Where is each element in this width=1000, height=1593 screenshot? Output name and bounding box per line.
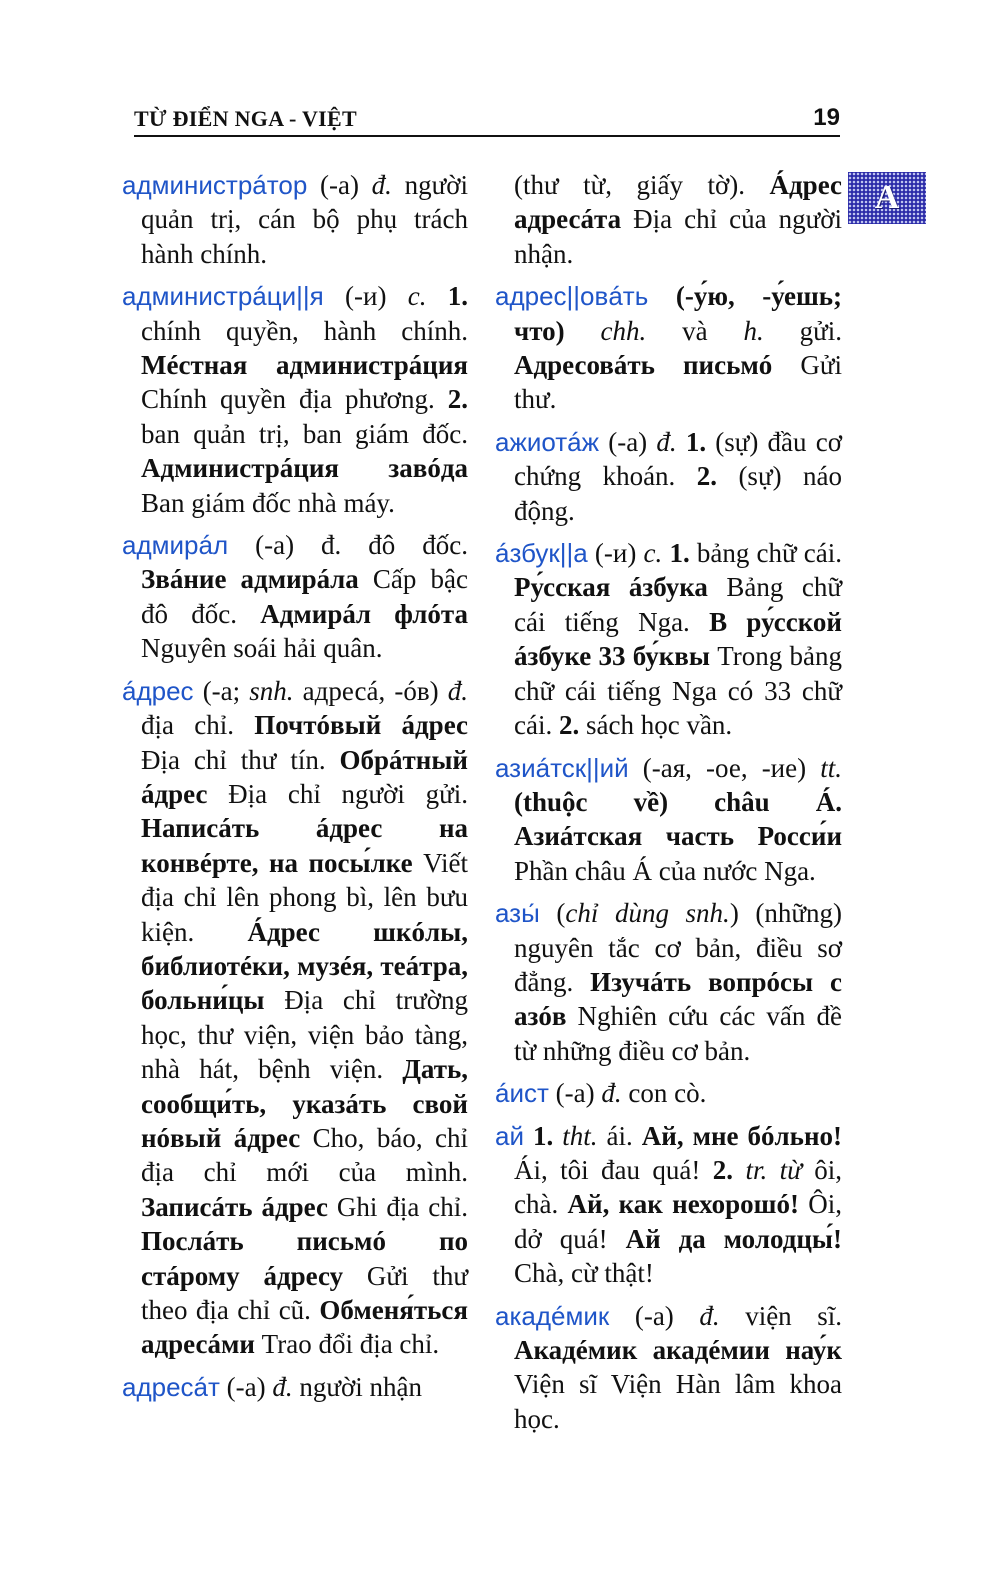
dictionary-entry [495,1119,842,1291]
entry-headword: áзбук||а [495,538,588,569]
entry-headword: áдрес [122,675,194,706]
page-number: 19 [813,104,840,131]
entry-headword: ай [495,1120,524,1151]
entry-body: (-ая, -ое, -ие) tt. (thuộc về) châu Á. Азиáтская часть Росси́и Phần châu Á của nước Nga. [514,752,842,886]
entry-headword: администрáтор [122,170,308,200]
dictionary-entry [122,279,468,520]
dictionary-entry [122,168,468,271]
entry-body: (-у́ю, -у́ешь; что) chh. và h. gửi. Адресовáть письмó Gửi thư. [514,281,843,415]
entry-headword: áист [495,1078,549,1109]
dictionary-entry [495,279,842,417]
dictionary-entry [495,751,842,889]
entry-headword: азиáтск||ий [495,752,629,783]
page-header [134,100,840,140]
dictionary-entry [122,1370,468,1404]
entry-headword: адмирáл [122,530,229,561]
dictionary-entry [495,425,842,528]
entry-body: (-а) đ. con cò. [548,1078,707,1109]
running-title: TỪ ĐIỂN NGA - VIỆT [134,106,357,131]
entry-body: (-а) đ. 1. (sự) đầu cơ chứng khoán. 2. (sự) náo động. [514,426,842,526]
entry-body: (-а; snh. адресá, -óв) đ. địa chỉ. Почтóвый áдрес Địa chỉ thư tín. Обрáтный áдрес Địa chỉ người gửi. Написáть áдрес на конвéрте, на посы́лке Viết địa chỉ lên phong bì, lên bưu kiện. Áдрес шкóлы, библиотéки, музéя, теáтра, больни́цы Địa chỉ trường học, thư viện, viện bảo tàng, nhà hát, bệnh viện. Дать, сообщи́ть, указáть свой нóвый áдрес Cho, báo, chỉ địa chỉ mới của mình. Записáть áдрес Ghi địa chỉ. Послáть письмó по стáрому áдресу Gửi thư theo địa chỉ cũ. Обменя́ться адресáми Trao đổi địa chỉ. [141,675,469,1360]
entry-body: (-а) đ. người nhận [219,1371,423,1402]
dictionary-entry [495,1076,842,1110]
header-rule [134,135,840,137]
entry-body: (-а) đ. đô đốc. Звáние адмирáла Cấp bậc đô đốc. Адмирáл флóта Nguyên soái hải quân. [141,530,468,664]
entry-body: 1. tht. ái. Ай, мне бóльно! Ái, tôi đau quá! 2. tr. từ ôi, chà. Ай, как нехорошó! Ôi, dở quá! Ай да молодцы́! Chà, cừ thật! [514,1120,843,1289]
entry-body: (chỉ dùng snh.) (những) nguyên tắc cơ bản, điều sơ đẳng. Изучáть вопрóсы с азóв Nghiên cứu các vấn đề từ những điều cơ bản. [514,898,843,1066]
dictionary-entry [122,528,468,666]
entry-headword: адрес||овáть [495,281,649,312]
entry-headword: администрáци||я [122,281,324,312]
entry-body: (-а) đ. người quản trị, cán bộ phụ trách hành chính. [141,170,468,269]
entry-headword: акадéмик [495,1300,610,1331]
left-column [122,168,468,1412]
right-column [495,168,842,1444]
dictionary-entry [495,896,842,1068]
dictionary-entry [122,674,468,1362]
entry-continuation: (thư từ, giấy tờ). Áдрес адресáта Địa chỉ của người nhận. [514,170,842,269]
entry-headword: адресáт [122,1371,220,1402]
entry-body: (-и) c. 1. bảng chữ cái. Ру́сская áзбука Bảng chữ cái tiếng Nga. В ру́сской áзбуке 33 бу́квы Trong bảng chữ cái tiếng Nga có 33 chữ cái. 2. sách học vần. [514,538,843,741]
dictionary-entry [495,1299,842,1437]
thumb-index-tab [848,172,926,224]
entry-headword: азы́ [495,898,540,929]
dictionary-entry [495,536,842,742]
entry-headword: ажиотáж [495,426,600,457]
thumb-index-letter: A [874,179,900,216]
entry-body: (-и) c. 1. chính quyền, hành chính. Мéстная администрáция Chính quyền địa phương. 2. ban quản trị, ban giám đốc. Администрáция завóда Ban giám đốc nhà máy. [141,281,468,518]
entry-body: (-а) đ. viện sĩ. Акадéмик акадéмии нау́к Viện sĩ Viện Hàn lâm khoa học. [514,1300,842,1434]
